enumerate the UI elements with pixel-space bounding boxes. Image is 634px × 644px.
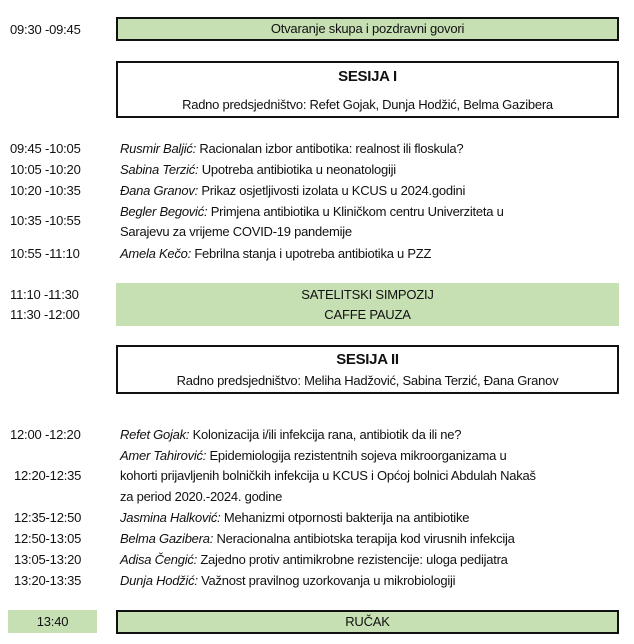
talk-speaker: Amer Tahirović: bbox=[120, 448, 207, 463]
talk-speaker: Adisa Čengić: bbox=[120, 552, 197, 567]
talk-title: Epidemiologija rezistentnih sojeva mikroorganizama u bbox=[209, 448, 507, 463]
session2-chairs: Radno predsjedništvo: Meliha Hadžović, Sabina Terzić, Đana Granov bbox=[176, 373, 559, 388]
lunch-banner bbox=[116, 610, 619, 634]
talk-time: 09:45 -10:05 bbox=[10, 141, 81, 156]
talk-time: 13:20-13:35 bbox=[14, 573, 82, 588]
session2-header bbox=[116, 345, 619, 394]
talk-row bbox=[120, 508, 469, 529]
talk-row bbox=[120, 244, 431, 265]
talk-title: Mehanizmi otpornosti bakterija na antibiotike bbox=[223, 510, 470, 525]
talk-row bbox=[120, 446, 506, 467]
talk-title: Prikaz osjetljivosti izolata u KCUS u 2024.godini bbox=[201, 183, 466, 198]
talk-title: Upotreba antibiotika u neonatologiji bbox=[201, 162, 396, 177]
talk-time: 10:35 -10:55 bbox=[10, 213, 81, 228]
talk-title-continued: za period 2020.-2024. godine bbox=[120, 489, 283, 504]
lunch-time: 13:40 bbox=[8, 610, 97, 633]
session2-title: SESIJA II bbox=[336, 351, 399, 368]
talk-time: 12:00 -12:20 bbox=[10, 427, 81, 442]
talk-time: 12:20-12:35 bbox=[14, 468, 82, 483]
talk-speaker: Begler Begović: bbox=[120, 204, 208, 219]
break-time: 11:30 -12:00 bbox=[10, 307, 80, 322]
session1-chairs: Radno predsjedništvo: Refet Gojak, Dunja Hodžić, Belma Gazibera bbox=[182, 97, 553, 112]
lunch-label: RUČAK bbox=[345, 614, 390, 629]
talk-time: 13:05-13:20 bbox=[14, 552, 82, 567]
talk-speaker: Đana Granov: bbox=[120, 183, 198, 198]
breaks-banner bbox=[116, 283, 619, 326]
talk-title-continued: Sarajevu za vrijeme COVID-19 pandemije bbox=[120, 224, 352, 239]
talk-title: Kolonizacija i/ili infekcija rana, antibiotik da ili ne? bbox=[192, 427, 462, 442]
talk-time: 10:20 -10:35 bbox=[10, 183, 81, 198]
talk-time: 10:55 -11:10 bbox=[10, 246, 80, 261]
talk-title: Zajedno protiv antimikrobne rezistencije: uloga pedijatra bbox=[200, 552, 508, 567]
session1-title: SESIJA I bbox=[338, 68, 397, 85]
talk-row bbox=[120, 139, 463, 160]
talk-title-continued: kohorti prijavljenih bolničkih infekcija u KCUS i Općoj bolnici Abdulah Nakaš bbox=[120, 468, 536, 483]
opening-time: 09:30 -09:45 bbox=[10, 22, 81, 37]
talk-speaker: Refet Gojak: bbox=[120, 427, 190, 442]
talk-time: 12:35-12:50 bbox=[14, 510, 82, 525]
talk-title: Racionalan izbor antibotika: realnost ili floskula? bbox=[199, 141, 464, 156]
talk-row bbox=[120, 160, 396, 181]
opening-banner bbox=[116, 17, 619, 41]
talk-row bbox=[120, 571, 455, 592]
talk-time: 10:05 -10:20 bbox=[10, 162, 81, 177]
talk-title: Važnost pravilnog uzorkovanja u mikrobiologiji bbox=[201, 573, 456, 588]
talk-speaker: Amela Kečo: bbox=[120, 246, 191, 261]
talk-title: Neracionalna antibiotska terapija kod virusnih infekcija bbox=[216, 531, 515, 546]
talk-time: 12:50-13:05 bbox=[14, 531, 82, 546]
break-time: 11:10 -11:30 bbox=[10, 287, 79, 302]
opening-label: Otvaranje skupa i pozdravni govori bbox=[270, 21, 465, 36]
break-label: CAFFE PAUZA bbox=[324, 307, 411, 322]
talk-speaker: Sabina Terzić: bbox=[120, 162, 199, 177]
talk-title: Primjena antibiotika u Kliničkom centru Univerziteta u bbox=[210, 204, 504, 219]
talk-speaker: Jasmina Halković: bbox=[120, 510, 221, 525]
talk-speaker: Belma Gazibera: bbox=[120, 531, 214, 546]
talk-speaker: Rusmir Baljić: bbox=[120, 141, 196, 156]
talk-title: Febrilna stanja i upotreba antibiotika u PZZ bbox=[194, 246, 432, 261]
talk-row bbox=[120, 425, 461, 446]
talk-speaker: Dunja Hodžić: bbox=[120, 573, 198, 588]
talk-row bbox=[120, 181, 465, 202]
talk-row bbox=[120, 529, 515, 550]
talk-row bbox=[120, 550, 508, 571]
break-label: SATELITSKI SIMPOZIJ bbox=[301, 287, 434, 302]
session1-header bbox=[116, 61, 619, 118]
talk-row bbox=[120, 202, 504, 223]
